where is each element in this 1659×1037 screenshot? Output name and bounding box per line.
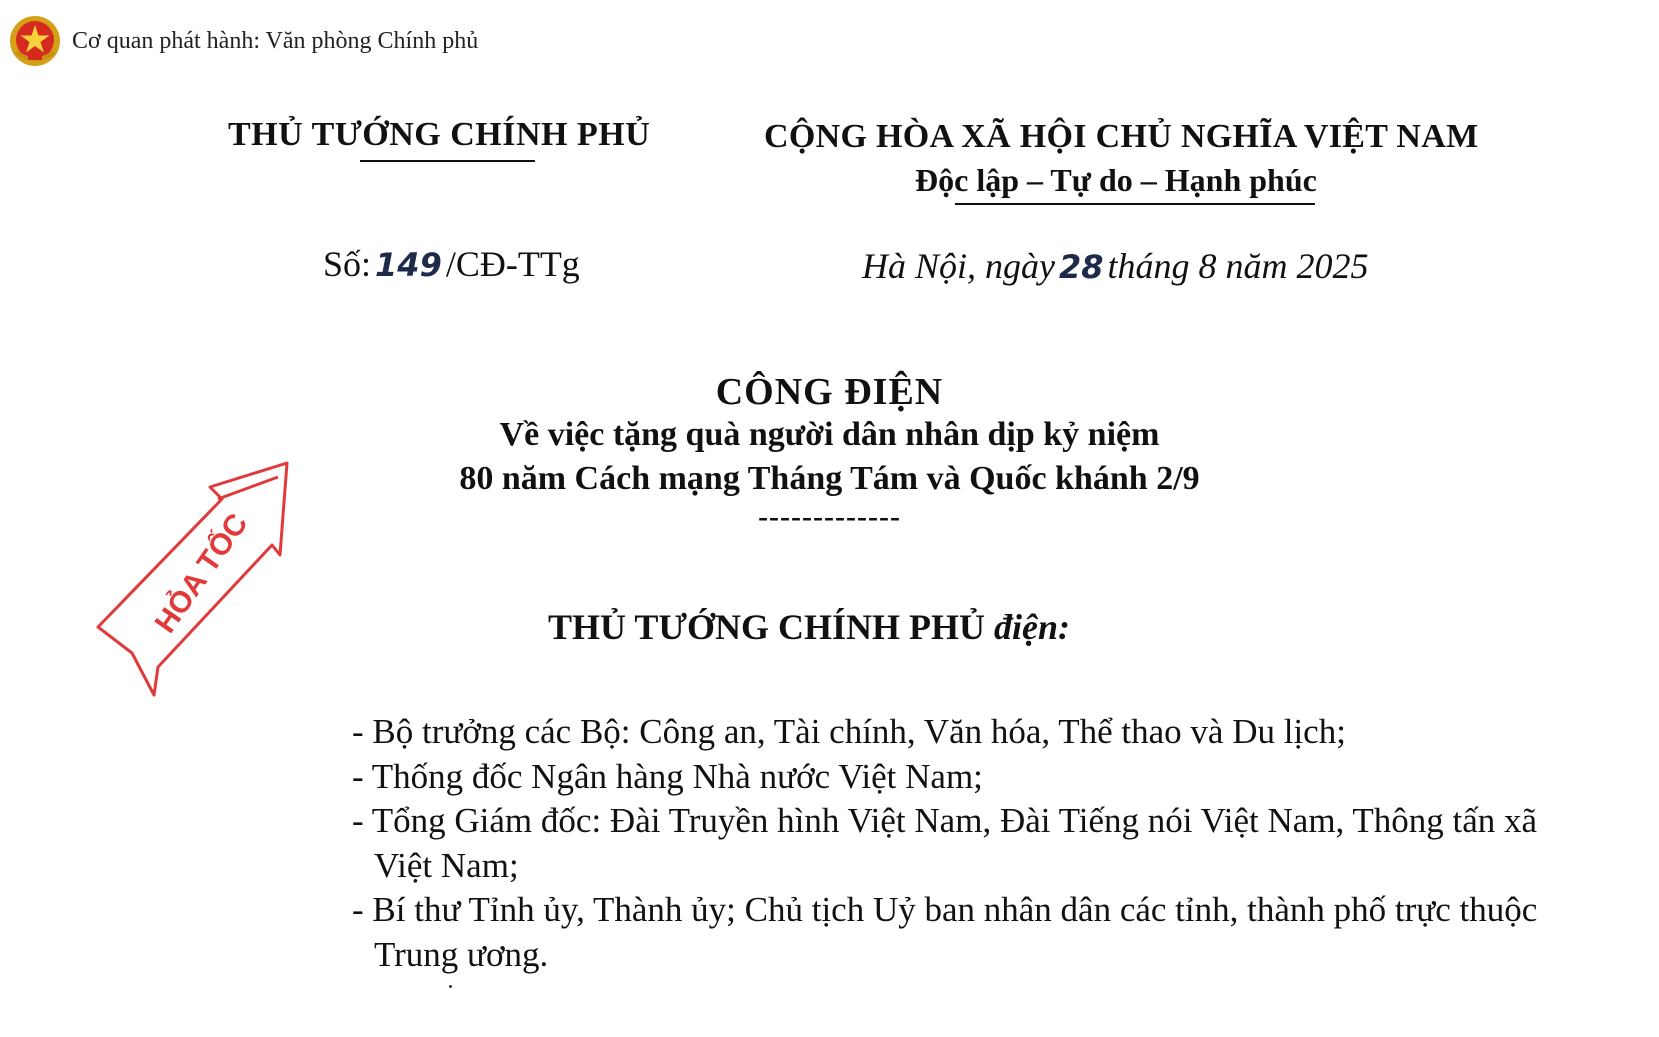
scan-dot — [449, 985, 452, 988]
list-item: - Bộ trưởng các Bộ: Công an, Tài chính, Văn hóa, Thể thao và Du lịch; — [352, 712, 1346, 751]
list-item: - Tổng Giám đốc: Đài Truyền hình Việt Nam, Đài Tiếng nói Việt Nam, Thông tấn xã Việt Nam; — [352, 801, 1538, 885]
country-name: CỘNG HÒA XÃ HỘI CHỦ NGHĨA VIỆT NAM — [764, 118, 1479, 155]
motto-underline — [955, 203, 1315, 205]
recipients-heading-italic: điện: — [994, 607, 1071, 647]
date-day-handwritten: 28 — [1059, 248, 1104, 286]
issuer-bar — [8, 12, 478, 70]
national-emblem-icon — [8, 14, 62, 68]
date-line — [862, 245, 1369, 287]
list-item: - Thống đốc Ngân hàng Nhà nước Việt Nam; — [352, 756, 983, 796]
date-prefix: Hà Nội, ngày — [862, 246, 1055, 286]
issuer-text: Cơ quan phát hành: Văn phòng Chính phủ — [72, 27, 479, 54]
document-subject-line-1: Về việc tặng quà người dân nhân dịp kỷ niệm — [499, 416, 1160, 453]
doc-number-handwritten: 149 — [375, 246, 442, 284]
recipient-list — [352, 710, 1572, 977]
agency-underline — [360, 160, 535, 162]
national-motto: Độc lập – Tự do – Hạnh phúc — [915, 162, 1317, 198]
doc-number-prefix: Số: — [323, 244, 372, 284]
doc-number-suffix: /CĐ-TTg — [445, 244, 580, 284]
issuing-agency: THỦ TƯỚNG CHÍNH PHỦ — [228, 116, 651, 153]
document-subject-line-2: 80 năm Cách mạng Tháng Tám và Quốc khánh 2/9 — [459, 460, 1200, 497]
recipients-heading-bold: THỦ TƯỚNG CHÍNH PHỦ — [548, 607, 986, 647]
urgent-stamp-text: HỎA TỐC — [148, 507, 255, 640]
date-suffix: tháng 8 năm 2025 — [1107, 246, 1369, 286]
document-type: CÔNG ĐIỆN — [715, 371, 944, 413]
document-number — [323, 243, 580, 285]
list-item: - Bí thư Tỉnh ủy, Thành ủy; Chủ tịch Uỷ ban nhân dân các tỉnh, thành phố trực thuộc Trung ương. — [352, 890, 1538, 974]
urgent-stamp — [92, 455, 297, 700]
title-separator: ------------- — [758, 500, 901, 533]
recipients-heading — [548, 606, 1070, 648]
